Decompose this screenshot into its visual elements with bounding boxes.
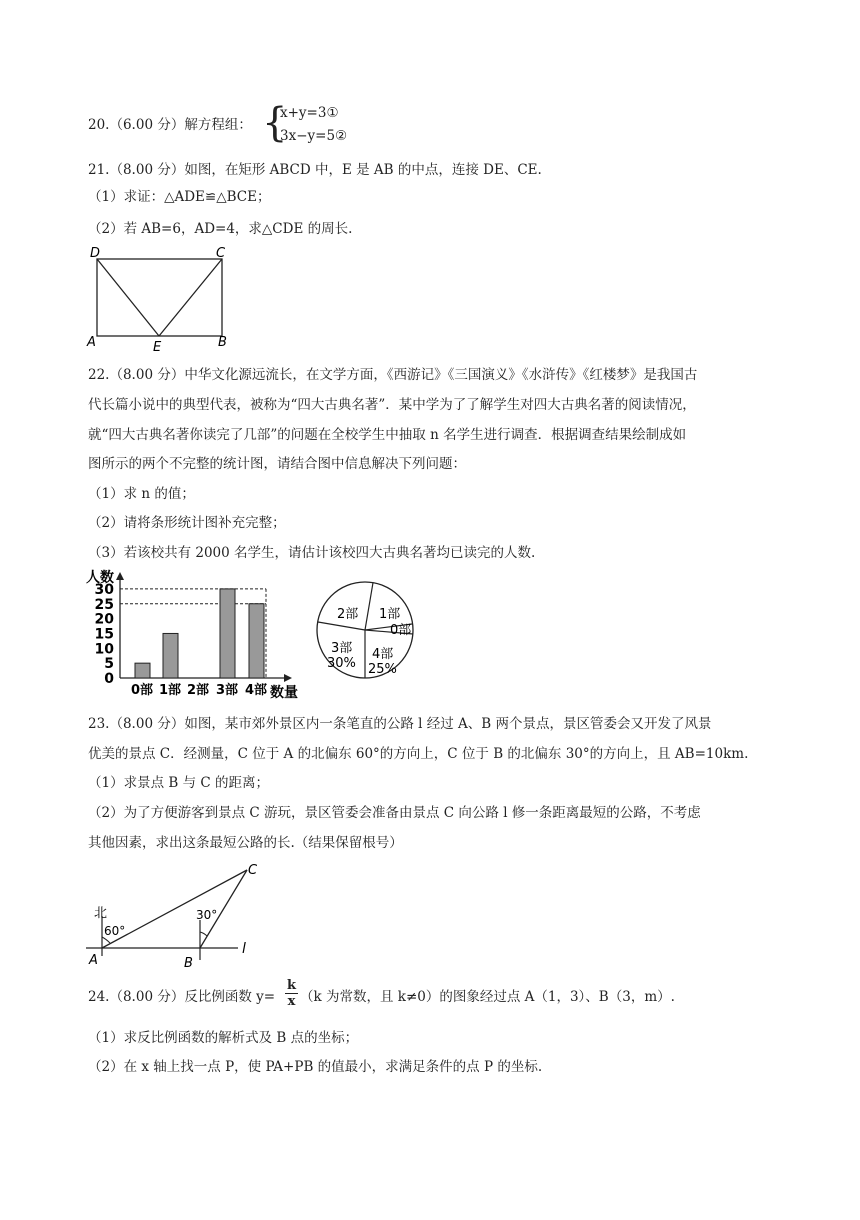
q22-part3: （3）若该校共有 2000 名学生，请估计该校四大古典名著均已读完的人数. xyxy=(88,545,536,561)
q21-part2: （2）若 AB=6，AD=4，求△CDE 的周长. xyxy=(88,221,353,237)
bar-chart xyxy=(84,566,314,702)
q21-stem: 21.（8.00 分）如图，在矩形 ABCD 中，E 是 AB 的中点，连接 DE、CE. xyxy=(88,162,542,178)
angle-b-label: 30° xyxy=(196,908,218,922)
pie-pct-3: 30% xyxy=(327,656,356,671)
fraction-denominator: x xyxy=(287,994,296,1009)
x-axis-arrow xyxy=(284,674,292,682)
q22-part1: （1）求 n 的值； xyxy=(88,486,195,502)
bar-3 xyxy=(220,589,235,678)
road-l-label: l xyxy=(242,941,246,957)
q20-prefix: 20.（6.00 分）解方程组： xyxy=(88,117,252,133)
q22-line4: 图所示的两个不完整的统计图，请结合图中信息解决下列问题： xyxy=(88,456,466,472)
q21-rectangle-figure xyxy=(84,244,244,354)
pie-chart xyxy=(312,566,422,696)
fraction-k-over-x xyxy=(285,978,298,1009)
q24-suffix: （k 为常数，且 k≠0）的图象经过点 A（1，3）、B（3，m）. xyxy=(300,989,675,1005)
x-tick-0: 0部 xyxy=(130,683,154,698)
x-tick-3: 3部 xyxy=(215,683,239,698)
pie-divider-2-1 xyxy=(365,583,373,630)
q24-part1: （1）求反比例函数的解析式及 B 点的坐标； xyxy=(88,1030,359,1046)
q21-part1: （1）求证：△ADE≌△BCE； xyxy=(88,189,271,205)
angle-arc-b xyxy=(200,932,207,936)
x-tick-1: 1部 xyxy=(158,683,182,698)
bar-0 xyxy=(135,663,150,678)
q23-line1: 23.（8.00 分）如图，某市郊外景区内一条笔直的公路 l 经过 A、B 两个景点，景区管委会又开发了风景 xyxy=(88,716,712,732)
q23-line2: 优美的景点 C．经测量，C 位于 A 的北偏东 60°的方向上，C 位于 B 的北偏东 30°的方向上，且 AB=10km. xyxy=(88,746,749,762)
north-label: 北 xyxy=(94,906,108,921)
y-tick-5: 5 xyxy=(104,656,114,673)
pie-label-4: 4部 xyxy=(372,647,394,662)
y-tick-20: 20 xyxy=(94,611,114,628)
pie-pct-4: 25% xyxy=(368,662,397,677)
pie-divider-3-2 xyxy=(318,622,365,630)
y-tick-10: 10 xyxy=(94,641,114,658)
fraction-numerator: k xyxy=(287,978,297,993)
q22-line2: 代长篇小说中的典型代表，被称为“四大古典名著”．某中学为了了解学生对四大古典名著的阅读情况， xyxy=(88,397,696,413)
x-tick-4: 4部 xyxy=(244,683,268,698)
q22-line3: 就“四大古典名著你读完了几部”的问题在全校学生中抽取 n 名学生进行调查．根据调查结果绘制成如 xyxy=(88,427,687,443)
point-a-label: A xyxy=(87,335,96,350)
point-b-label-q23: B xyxy=(184,956,193,971)
pie-label-2: 2部 xyxy=(337,607,359,622)
angle-a-label: 60° xyxy=(104,924,126,938)
pie-label-1: 1部 xyxy=(379,607,401,622)
q23-part2a: （2）为了方便游客到景点 C 游玩，景区管委会准备由景点 C 向公路 l 修一条距离最短的公路，不考虑 xyxy=(88,805,701,821)
y-tick-25: 25 xyxy=(94,596,114,613)
q23-road-figure xyxy=(84,860,274,972)
bar-4 xyxy=(249,604,264,678)
q23-part2b: 其他因素，求出这条最短公路的长.（结果保留根号） xyxy=(88,835,403,851)
pie-label-3: 3部 xyxy=(331,641,353,656)
bar-1 xyxy=(163,633,178,678)
q20-eq1: x+y=3① xyxy=(280,105,339,121)
point-b-label: B xyxy=(218,335,227,350)
y-tick-15: 15 xyxy=(94,626,114,643)
point-d-label: D xyxy=(90,246,101,261)
q23-part1: （1）求景点 B 与 C 的距离； xyxy=(88,775,270,791)
point-e-label: E xyxy=(153,340,162,354)
q24-part2: （2）在 x 轴上找一点 P，使 PA+PB 的值最小，求满足条件的点 P 的坐标. xyxy=(88,1059,543,1075)
x-axis-label: 数量 xyxy=(270,685,298,701)
y-tick-30: 30 xyxy=(94,581,114,598)
system-brace: { xyxy=(262,100,288,146)
point-c-label-q23: C xyxy=(248,863,258,878)
x-tick-2: 2部 xyxy=(186,683,210,698)
q20-eq2: 3x−y=5② xyxy=(280,128,348,144)
q22-line1: 22.（8.00 分）中华文化源远流长，在文学方面，《西游记》《三国演义》《水浒传》《红楼梦》是我国古 xyxy=(88,367,698,383)
pie-label-0: 0部 xyxy=(390,623,412,638)
point-a-label-q23: A xyxy=(89,953,98,968)
y-tick-0: 0 xyxy=(104,671,114,687)
point-c-label: C xyxy=(216,246,226,261)
q24-prefix: 24.（8.00 分）反比例函数 y= xyxy=(88,989,276,1005)
q22-part2: （2）请将条形统计图补充完整； xyxy=(88,515,286,531)
y-axis-label: 人数 xyxy=(86,570,114,586)
y-axis-arrow xyxy=(116,572,124,580)
